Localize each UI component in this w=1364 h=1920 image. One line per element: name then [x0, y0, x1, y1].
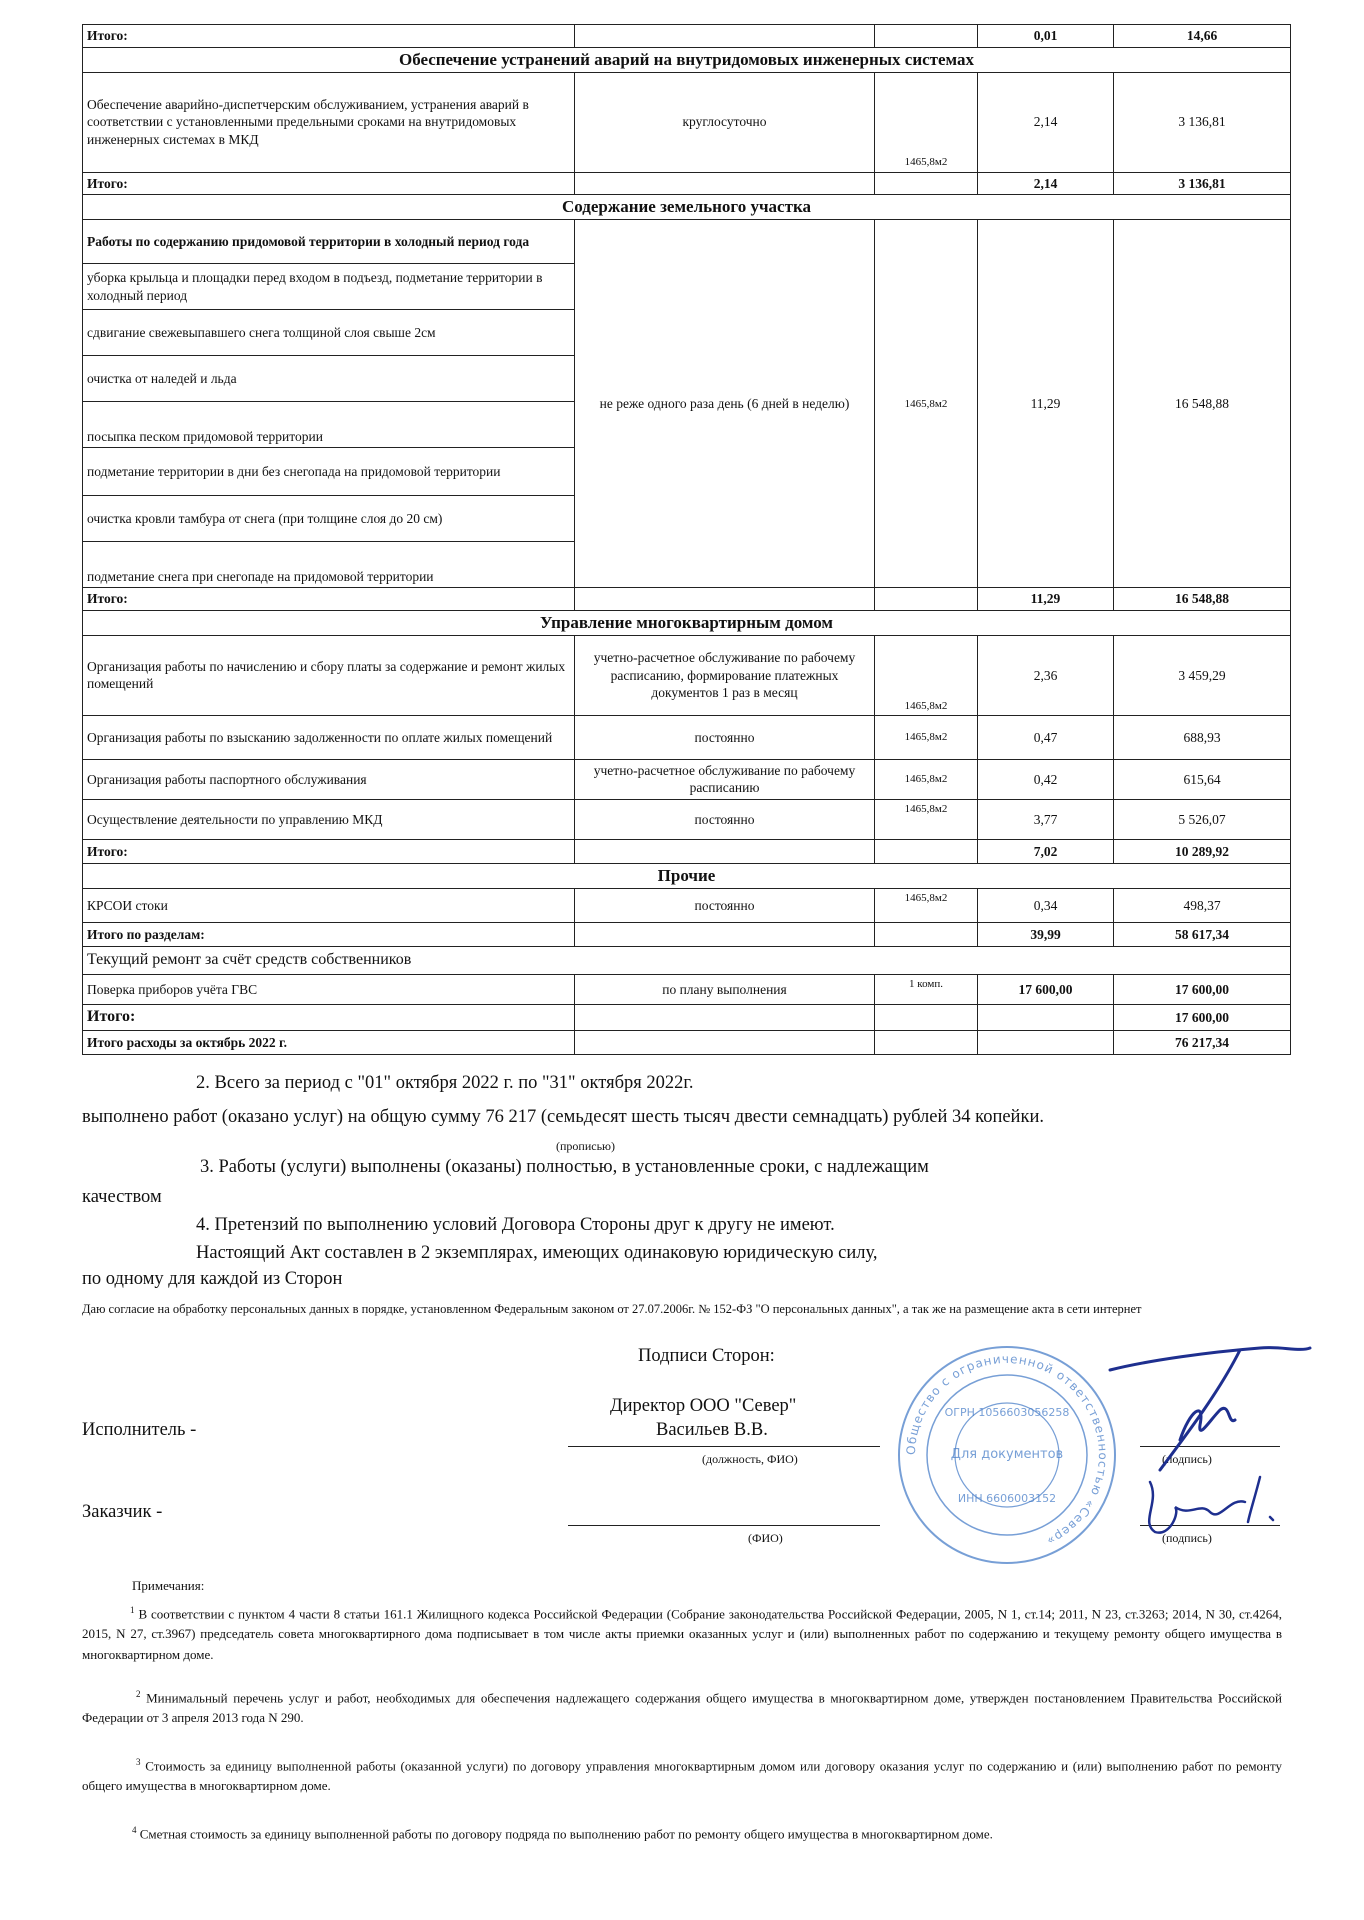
- service-period: не реже одного раза день (6 дней в неделю): [575, 220, 875, 588]
- total-sum: 17 600,00: [1114, 1005, 1291, 1031]
- note-3-mark: 3: [136, 1757, 141, 1767]
- service-sum: 615,64: [1114, 759, 1291, 799]
- total-sum: 58 617,34: [1114, 923, 1291, 947]
- service-sum: 498,37: [1114, 889, 1291, 923]
- service-rate: 17 600,00: [978, 975, 1114, 1005]
- service-period: круглосуточно: [575, 72, 875, 172]
- section-title-other: Прочие: [83, 864, 1291, 889]
- total-row: [83, 25, 1291, 48]
- position-caption: (должность, ФИО): [702, 1452, 798, 1466]
- grand-total-sum: 76 217,34: [1114, 1031, 1291, 1055]
- paragraph-4: 4. Претензий по выполнению условий Договора Стороны друг к другу не имеют.: [196, 1215, 835, 1235]
- section-header: [83, 864, 1291, 889]
- note-4: [82, 1824, 1282, 1844]
- table-row: [83, 975, 1291, 1005]
- section-header: [83, 610, 1291, 635]
- service-unit: 1465,8м2: [875, 72, 978, 172]
- service-period: постоянно: [575, 800, 875, 840]
- stamp-inn: ИНН 6606003152: [957, 1492, 1057, 1505]
- service-sum: 16 548,88: [1114, 220, 1291, 588]
- table-row: [83, 635, 1291, 715]
- note-3-text: Стоимость за единицу выполненной работы (оказанной услуги) по договору управления многоквартирным домом или договору оказания услуг по содержанию и (или) выполнению работ по ремонту общего имущества в многоквартирном доме.: [82, 1758, 1283, 1794]
- total-label: Итого:: [83, 1005, 575, 1031]
- land-works-header: Работы по содержанию придомовой территории в холодный период года: [83, 220, 575, 264]
- consent-text: Даю согласие на обработку персональных данных в порядке, установленном Федеральным законом от 27.07.2006г. № 152-ФЗ "О персональных данных", а так же на размещение акта в сети интернет: [82, 1302, 1142, 1316]
- executor-position: Директор ООО "Север": [610, 1396, 797, 1416]
- land-item: подметание снега при снегопаде на придомовой территории: [83, 542, 575, 588]
- total-row: [83, 1005, 1291, 1031]
- service-unit: 1465,8м2: [875, 635, 978, 715]
- service-name: Организация работы паспортного обслуживания: [83, 759, 575, 799]
- total-row: [83, 840, 1291, 864]
- stamp-ring-text: Общество с ограниченной ответственностью «Север»: [903, 1351, 1111, 1549]
- section-title-management: Управление многоквартирным домом: [83, 610, 1291, 635]
- total-row: [83, 172, 1291, 195]
- service-period: постоянно: [575, 715, 875, 759]
- service-sum: 3 459,29: [1114, 635, 1291, 715]
- customer-signature: [1120, 1462, 1290, 1542]
- total-rate: 11,29: [978, 588, 1114, 611]
- total-sum: 14,66: [1114, 25, 1291, 48]
- table-row: [83, 72, 1291, 172]
- land-item: посыпка песком придомовой территории: [83, 402, 575, 448]
- paragraph-5: Настоящий Акт составлен в 2 экземплярах, имеющих одинаковую юридическую силу,: [196, 1243, 878, 1263]
- total-sum: 16 548,88: [1114, 588, 1291, 611]
- executor-label: Исполнитель -: [82, 1420, 197, 1440]
- table-row: [83, 800, 1291, 840]
- paragraph-5-cont: по одному для каждой из Сторон: [82, 1269, 343, 1289]
- total-sum: 10 289,92: [1114, 840, 1291, 864]
- total-rate: 7,02: [978, 840, 1114, 864]
- executor-signature: [1030, 1330, 1330, 1480]
- sign-caption: (подпись): [1162, 1452, 1212, 1466]
- note-1-mark: 1: [130, 1605, 135, 1615]
- land-item: очистка кровли тамбура от снега (при толщине слоя до 20 см): [83, 496, 575, 542]
- service-rate: 0,42: [978, 759, 1114, 799]
- land-item: очистка от наледей и льда: [83, 356, 575, 402]
- services-table: [82, 24, 1291, 1055]
- service-name: Обеспечение аварийно-диспетчерским обслуживанием, устранения аварий в соответствии с установленными предельными сроками на внутридомовых инженерных системах в МКД: [83, 72, 575, 172]
- land-item: подметание территории в дни без снегопада на придомовой территории: [83, 448, 575, 496]
- executor-name: Васильев В.В.: [656, 1420, 768, 1440]
- total-rate: 2,14: [978, 172, 1114, 195]
- service-sum: 17 600,00: [1114, 975, 1291, 1005]
- note-3: [82, 1756, 1282, 1797]
- note-4-mark: 4: [132, 1825, 137, 1835]
- note-2-mark: 2: [136, 1689, 141, 1699]
- signatures-title: Подписи Сторон:: [638, 1346, 775, 1366]
- service-rate: 11,29: [978, 220, 1114, 588]
- table-row: [83, 759, 1291, 799]
- land-item: уборка крыльца и площадки перед входом в подъезд, подметание территории в холодный период: [83, 264, 575, 310]
- total-label: Итого:: [83, 588, 575, 611]
- paragraph-2-sum: выполнено работ (оказано услуг) на общую сумму 76 217 (семьдесят шесть тысяч двести семнадцать) рублей 34 копейки.: [82, 1107, 1044, 1127]
- total-sum: 3 136,81: [1114, 172, 1291, 195]
- service-sum: 688,93: [1114, 715, 1291, 759]
- note-1: [82, 1604, 1282, 1665]
- service-name: Организация работы по взысканию задолженности по оплате жилых помещений: [83, 715, 575, 759]
- section-title-emergency: Обеспечение устранений аварий на внутридомовых инженерных системах: [83, 47, 1291, 72]
- note-2: [82, 1688, 1282, 1729]
- paragraph-3-cont: качеством: [82, 1187, 162, 1207]
- service-name: КРСОИ стоки: [83, 889, 575, 923]
- total-label: Итого:: [83, 840, 575, 864]
- total-row: [83, 588, 1291, 611]
- service-unit: 1465,8м2: [875, 889, 978, 923]
- stamp-center: Для документов: [950, 1447, 1064, 1462]
- service-name: Организация работы по начислению и сбору платы за содержание и ремонт жилых помещений: [83, 635, 575, 715]
- note-4-text: Сметная стоимость за единицу выполненной работы по договору подряда по выполнению работ по ремонту общего имущества в многоквартирном доме.: [139, 1826, 993, 1842]
- service-unit: 1465,8м2: [875, 220, 978, 588]
- total-label: Итого:: [83, 25, 575, 48]
- section-header: [83, 195, 1291, 220]
- section-header: [83, 47, 1291, 72]
- total-rate: 0,01: [978, 25, 1114, 48]
- propis-caption: (прописью): [556, 1139, 616, 1153]
- service-sum: 3 136,81: [1114, 72, 1291, 172]
- paragraph-3: 3. Работы (услуги) выполнены (оказаны) полностью, в установленные сроки, с надлежащим: [200, 1157, 929, 1177]
- service-period: постоянно: [575, 889, 875, 923]
- service-unit: 1 комп.: [875, 975, 978, 1005]
- paragraph-2: 2. Всего за период с "01" октября 2022 г. по "31" октября 2022г.: [196, 1073, 694, 1093]
- fio-caption: (ФИО): [748, 1531, 783, 1545]
- service-period: по плану выполнения: [575, 975, 875, 1005]
- total-row: [83, 923, 1291, 947]
- grand-total-row: [83, 1031, 1291, 1055]
- executor-position-line: [568, 1446, 880, 1447]
- service-rate: 0,34: [978, 889, 1114, 923]
- service-rate: 0,47: [978, 715, 1114, 759]
- table-row: [83, 715, 1291, 759]
- total-label: Итого:: [83, 172, 575, 195]
- service-name: Осуществление деятельности по управлению МКД: [83, 800, 575, 840]
- service-unit: 1465,8м2: [875, 759, 978, 799]
- grand-total-label: Итого расходы за октябрь 2022 г.: [83, 1031, 575, 1055]
- service-sum: 5 526,07: [1114, 800, 1291, 840]
- stamp-ogrn: ОГРН 1056603056258: [944, 1406, 1070, 1419]
- section-header: [83, 947, 1291, 975]
- service-rate: 2,14: [978, 72, 1114, 172]
- service-rate: 3,77: [978, 800, 1114, 840]
- section-title-repair: Текущий ремонт за счёт средств собственников: [83, 947, 1291, 975]
- sign-caption-2: (подпись): [1162, 1531, 1212, 1545]
- note-1-text: В соответствии с пунктом 4 части 8 статьи 161.1 Жилищного кодекса Российской Федерации (Собрание законодательства Российской Федерации, 2005, N 1, ст.14; 2011, N 23, ст.3263; 2014, N 30, ст.4264, 2015, N 27, ст.3967) председатель совета многоквартирного дома подписывает в том числе акты приемки оказанных услуг и (или) выполненных работ по содержанию и текущему ремонту общего имущества в многоквартирном доме.: [82, 1606, 1283, 1662]
- service-period: учетно-расчетное обслуживание по рабочему расписанию: [575, 759, 875, 799]
- total-rate: 39,99: [978, 923, 1114, 947]
- table-row: [83, 889, 1291, 923]
- service-name: Поверка приборов учёта ГВС: [83, 975, 575, 1005]
- service-unit: 1465,8м2: [875, 800, 978, 840]
- notes-title: Примечания:: [132, 1578, 205, 1593]
- service-unit: 1465,8м2: [875, 715, 978, 759]
- customer-fio-line: [568, 1525, 880, 1526]
- customer-label: Заказчик -: [82, 1502, 163, 1522]
- land-item: сдвигание свежевыпавшего снега толщиной слоя свыше 2см: [83, 310, 575, 356]
- total-label: Итого по разделам:: [83, 923, 575, 947]
- table-row: [83, 220, 1291, 264]
- note-2-text: Минимальный перечень услуг и работ, необходимых для обеспечения надлежащего содержания общего имущества в многоквартирном доме, утвержден постановлением Правительства Российской Федерации от 3 апреля 2013 года N 290.: [82, 1690, 1283, 1726]
- service-rate: 2,36: [978, 635, 1114, 715]
- service-period: учетно-расчетное обслуживание по рабочему расписанию, формирование платежных документов 1 раз в месяц: [575, 635, 875, 715]
- section-title-land: Содержание земельного участка: [83, 195, 1291, 220]
